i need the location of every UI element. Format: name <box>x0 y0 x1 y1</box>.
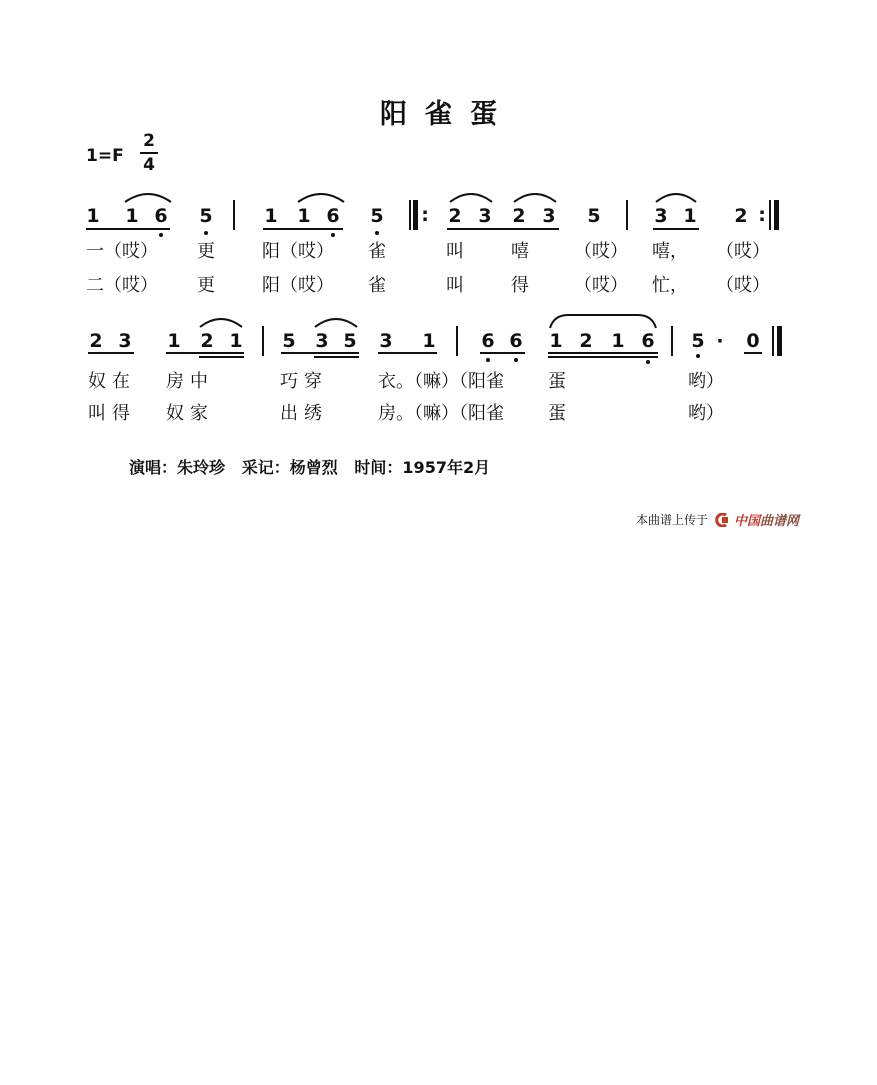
lyric: （哎） <box>716 275 770 296</box>
barline <box>262 326 264 356</box>
double-underline <box>199 356 244 358</box>
repeat-barline-thick <box>774 200 779 230</box>
underline <box>480 352 525 354</box>
underline <box>653 228 699 230</box>
repeat-dots: : <box>421 204 429 226</box>
note: 2 <box>734 205 748 227</box>
lyric: 蛋 <box>548 403 566 424</box>
octave-dot <box>331 233 335 237</box>
underline <box>281 352 359 354</box>
underline <box>378 352 437 354</box>
note: 1 <box>297 205 311 227</box>
note: 6 <box>641 330 655 352</box>
lyric: 得 <box>511 275 529 296</box>
note: 1 <box>125 205 139 227</box>
note: 3 <box>315 330 329 352</box>
repeat-barline-thin <box>769 200 771 230</box>
lyric: 更 <box>197 241 215 262</box>
note: 6 <box>481 330 495 352</box>
note: 3 <box>379 330 393 352</box>
upload-footer <box>636 510 799 529</box>
lyric: 哟） <box>688 403 724 424</box>
note: 1 <box>422 330 436 352</box>
note: 6 <box>509 330 523 352</box>
note: 2 <box>448 205 462 227</box>
note: 1 <box>229 330 243 352</box>
rest: 0 <box>746 330 760 352</box>
site-logo-icon <box>714 513 730 527</box>
lyric: 阳（哎） <box>262 241 334 262</box>
double-underline <box>314 356 359 358</box>
slur <box>512 190 558 204</box>
note: 2 <box>89 330 103 352</box>
note: 1 <box>264 205 278 227</box>
note: 5 <box>587 205 601 227</box>
note: 2 <box>200 330 214 352</box>
repeat-barline-thick <box>413 200 418 230</box>
note: 1 <box>683 205 697 227</box>
octave-dot <box>514 358 518 362</box>
slur <box>198 315 244 329</box>
octave-dot <box>646 360 650 364</box>
underline <box>88 352 134 354</box>
time-signature <box>140 131 158 175</box>
song-title: 阳雀蛋 <box>380 99 515 130</box>
slur <box>313 315 359 329</box>
underline <box>263 228 343 230</box>
note: 5 <box>282 330 296 352</box>
note: 1 <box>611 330 625 352</box>
octave-dot <box>486 358 490 362</box>
lyric: 巧穿 <box>280 371 328 392</box>
lyric: 阳（哎） <box>262 275 334 296</box>
octave-dot <box>696 354 700 358</box>
brand-dark: 曲谱网 <box>760 514 800 529</box>
lyric: 叫 <box>446 275 464 296</box>
slur <box>548 312 658 330</box>
meter-bottom: 4 <box>143 154 155 175</box>
underline <box>166 352 244 354</box>
meter-top: 2 <box>143 131 155 151</box>
lyric: 雀 <box>368 241 386 262</box>
underline <box>744 352 762 354</box>
note: 5 <box>370 205 384 227</box>
note: 2 <box>512 205 526 227</box>
lyric: 房。（嘛）（阳雀 <box>378 403 504 424</box>
note: 1 <box>167 330 181 352</box>
barline <box>671 326 673 356</box>
note: 5 <box>691 330 705 352</box>
key-signature: 1=F <box>86 146 124 166</box>
note: 2 <box>579 330 593 352</box>
lyric: 叫 <box>446 241 464 262</box>
note: 6 <box>154 205 168 227</box>
footer-prefix: 本曲谱上传于 <box>636 513 709 527</box>
note: 6 <box>326 205 340 227</box>
lyric: 嘻 <box>511 241 529 262</box>
meter-bar <box>140 152 158 154</box>
octave-dot <box>375 231 379 235</box>
octave-dot <box>159 233 163 237</box>
barline <box>233 200 235 230</box>
lyric: 衣。（嘛）（阳雀 <box>378 371 504 392</box>
credit-line: 演唱：朱玲珍 采记：杨曾烈 时间：1957年2月 <box>129 458 491 477</box>
slur <box>654 190 698 204</box>
note: 5 <box>199 205 213 227</box>
underline <box>548 352 658 354</box>
note: 3 <box>118 330 132 352</box>
lyric: （哎） <box>574 241 628 262</box>
note: 1 <box>86 205 100 227</box>
note: 3 <box>542 205 556 227</box>
lyric: （哎） <box>574 275 628 296</box>
underline <box>86 228 170 230</box>
lyric: 奴在 <box>88 371 136 392</box>
lyric: 哟） <box>688 371 724 392</box>
brand-red: 中国 <box>734 514 761 529</box>
slur <box>448 190 494 204</box>
octave-dot <box>204 231 208 235</box>
lyric: （哎） <box>716 241 770 262</box>
site-brand[interactable] <box>734 510 799 529</box>
slur <box>296 190 346 204</box>
double-underline <box>548 356 658 358</box>
lyric: 一（哎） <box>86 241 158 262</box>
repeat-dots: : <box>758 204 766 226</box>
final-barline-thick <box>777 326 782 356</box>
lyric: 房中 <box>166 371 214 392</box>
lyric: 嘻， <box>652 241 688 262</box>
lyric: 雀 <box>368 275 386 296</box>
lyric: 更 <box>197 275 215 296</box>
lyric: 出绣 <box>280 403 328 424</box>
barline <box>456 326 458 356</box>
note: 1 <box>549 330 563 352</box>
lyric: 忙， <box>652 275 688 296</box>
underline <box>447 228 559 230</box>
barline <box>626 200 628 230</box>
lyric: 奴家 <box>166 403 214 424</box>
repeat-barline-thin <box>409 200 411 230</box>
note: 3 <box>654 205 668 227</box>
lyric: 叫得 <box>88 403 136 424</box>
augmentation-dot: · <box>716 330 724 352</box>
final-barline-thin <box>772 326 774 356</box>
slur <box>123 190 173 204</box>
note: 3 <box>478 205 492 227</box>
note: 5 <box>343 330 357 352</box>
lyric: 蛋 <box>548 371 566 392</box>
lyric: 二（哎） <box>86 275 158 296</box>
